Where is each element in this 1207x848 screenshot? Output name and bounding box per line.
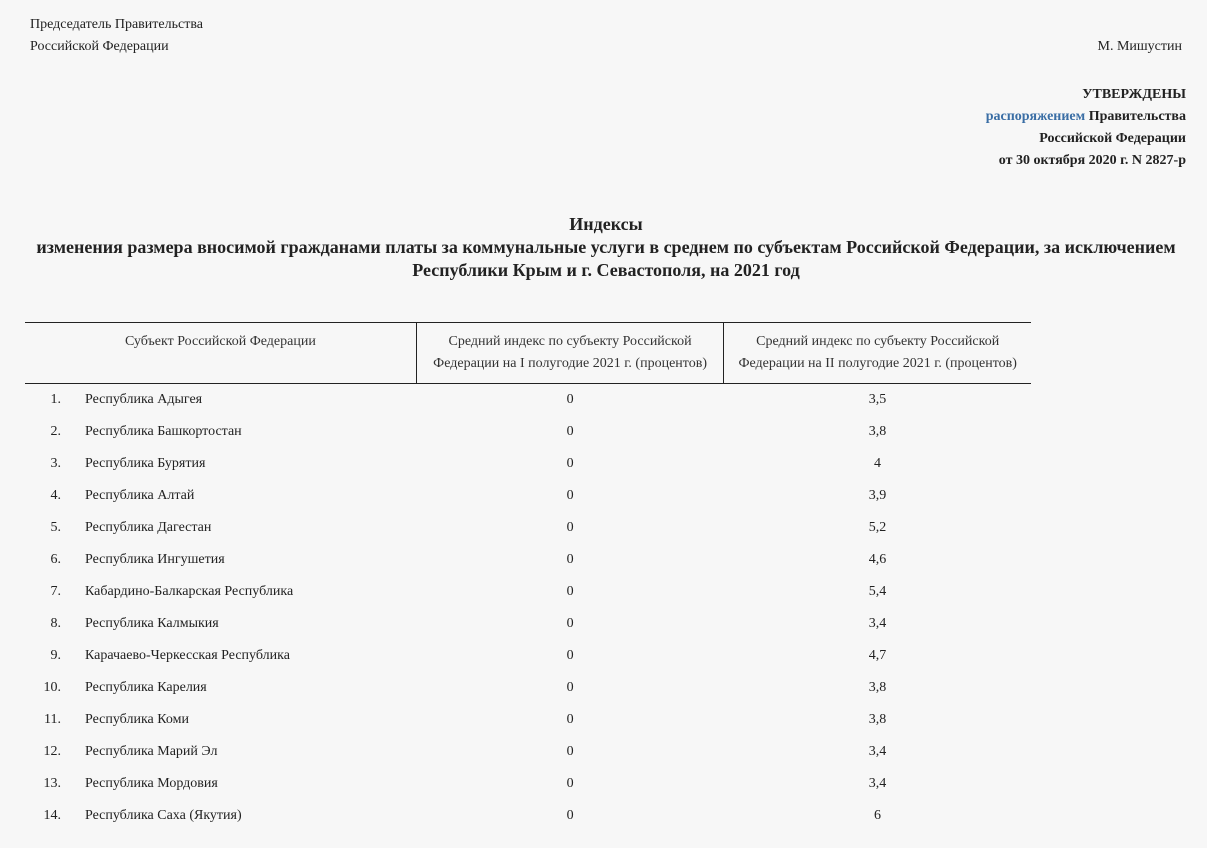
table-row (25, 480, 1031, 512)
table-row (25, 512, 1031, 544)
table-row (25, 608, 1031, 640)
row-number: 2. (50, 424, 61, 439)
cell-subject (25, 736, 416, 768)
cell-half1: 0 (566, 552, 574, 567)
row-number: 6. (50, 552, 61, 567)
cell-half2: 4 (873, 456, 881, 471)
approval-line1-rest: Правительства (1085, 109, 1186, 124)
row-number: 5. (50, 520, 61, 535)
cell-subject (25, 512, 416, 544)
title-line2: изменения размера вносимой гражданами платы за коммунальные услуги в среднем по субъектам Российской Федерации, за исключением Республики Крым и г. Севастополя, на 2021 год (36, 237, 1176, 280)
header-subject: Субъект Российской Федерации (25, 323, 416, 384)
cell-half1: 0 (566, 456, 574, 471)
row-number: 10. (43, 680, 61, 695)
signer-name: М. Мишустин (1097, 39, 1182, 54)
row-number: 11. (44, 712, 61, 727)
approval-heading: УТВЕРЖДЕНЫ (1082, 87, 1186, 102)
subject-name: Республика Мордовия (85, 776, 218, 791)
cell-half2: 3,5 (868, 392, 887, 407)
document-title (20, 213, 1192, 282)
table-row (25, 384, 1031, 417)
subject-name: Республика Коми (85, 712, 189, 727)
cell-half2: 3,4 (868, 744, 887, 759)
cell-half2: 3,4 (868, 776, 887, 791)
subject-name: Республика Калмыкия (85, 616, 219, 631)
cell-subject (25, 576, 416, 608)
cell-subject (25, 608, 416, 640)
cell-half2: 4,7 (868, 648, 887, 663)
cell-half2: 3,8 (868, 680, 887, 695)
cell-subject (25, 416, 416, 448)
cell-half1: 0 (566, 616, 574, 631)
subject-name: Республика Марий Эл (85, 744, 218, 759)
signer-position-line1: Председатель Правительства (30, 17, 203, 32)
row-number: 14. (43, 808, 61, 823)
cell-half1: 0 (566, 776, 574, 791)
table-row (25, 416, 1031, 448)
subject-name: Республика Алтай (85, 488, 195, 503)
signer-position-line2: Российской Федерации (30, 39, 169, 54)
decree-link[interactable]: распоряжением (985, 109, 1086, 124)
cell-half1: 0 (566, 488, 574, 503)
subject-name: Республика Адыгея (85, 392, 203, 407)
signer-position (30, 14, 1182, 58)
subject-name: Республика Саха (Якутия) (85, 808, 242, 823)
row-number: 4. (50, 488, 61, 503)
table-row (25, 576, 1031, 608)
subject-name: Республика Ингушетия (85, 552, 225, 567)
table-row (25, 640, 1031, 672)
cell-subject (25, 480, 416, 512)
subject-name: Кабардино-Балкарская Республика (85, 584, 294, 599)
subject-name: Республика Башкортостан (85, 424, 242, 439)
table-row (25, 704, 1031, 736)
cell-subject (25, 640, 416, 672)
cell-subject (25, 768, 416, 800)
row-number: 3. (50, 456, 61, 471)
header-half1: Средний индекс по субъекту Российской Федерации на I полугодие 2021 г. (процентов) (416, 323, 724, 384)
cell-half1: 0 (566, 744, 574, 759)
subject-name: Республика Бурятия (85, 456, 206, 471)
row-number: 13. (43, 776, 61, 791)
cell-half1: 0 (566, 808, 574, 823)
subject-name: Карачаево-Черкесская Республика (85, 648, 290, 663)
subject-name: Республика Карелия (85, 680, 207, 695)
cell-half2: 3,8 (868, 424, 887, 439)
cell-half1: 0 (566, 392, 574, 407)
approval-line2: Российской Федерации (1039, 131, 1186, 146)
cell-subject (25, 672, 416, 704)
cell-half2: 4,6 (868, 552, 887, 567)
table-row (25, 672, 1031, 704)
row-number: 7. (50, 584, 61, 599)
cell-subject (25, 704, 416, 736)
cell-half1: 0 (566, 520, 574, 535)
cell-subject (25, 800, 416, 832)
row-number: 8. (50, 616, 61, 631)
table-row (25, 544, 1031, 576)
row-number: 12. (43, 744, 61, 759)
table-row (25, 736, 1031, 768)
cell-half2: 3,4 (868, 616, 887, 631)
cell-half2: 5,2 (868, 520, 887, 535)
cell-subject (25, 448, 416, 480)
cell-half1: 0 (566, 680, 574, 695)
table-row (25, 768, 1031, 800)
approval-line1 (986, 106, 1186, 128)
subject-name: Республика Дагестан (85, 520, 212, 535)
header-half2: Средний индекс по субъекту Российской Федерации на II полугодие 2021 г. (процентов) (724, 323, 1031, 384)
cell-half2: 3,9 (868, 488, 887, 503)
signature-block (30, 14, 1182, 58)
row-number: 1. (50, 392, 61, 407)
cell-subject (25, 384, 416, 417)
cell-half1: 0 (566, 712, 574, 727)
approval-date: от 30 октября 2020 г. N 2827-р (998, 153, 1186, 168)
approval-block (986, 84, 1186, 172)
table-body (25, 384, 1031, 833)
table-row (25, 448, 1031, 480)
table-header-row (25, 323, 1031, 384)
title-line1: Индексы (569, 214, 643, 234)
table-row (25, 800, 1031, 832)
cell-subject (25, 544, 416, 576)
indices-table (25, 322, 1031, 832)
cell-half1: 0 (566, 648, 574, 663)
cell-half2: 3,8 (868, 712, 887, 727)
row-number: 9. (50, 648, 61, 663)
cell-half2: 6 (873, 808, 881, 823)
cell-half2: 5,4 (868, 584, 887, 599)
cell-half1: 0 (566, 424, 574, 439)
cell-half1: 0 (566, 584, 574, 599)
